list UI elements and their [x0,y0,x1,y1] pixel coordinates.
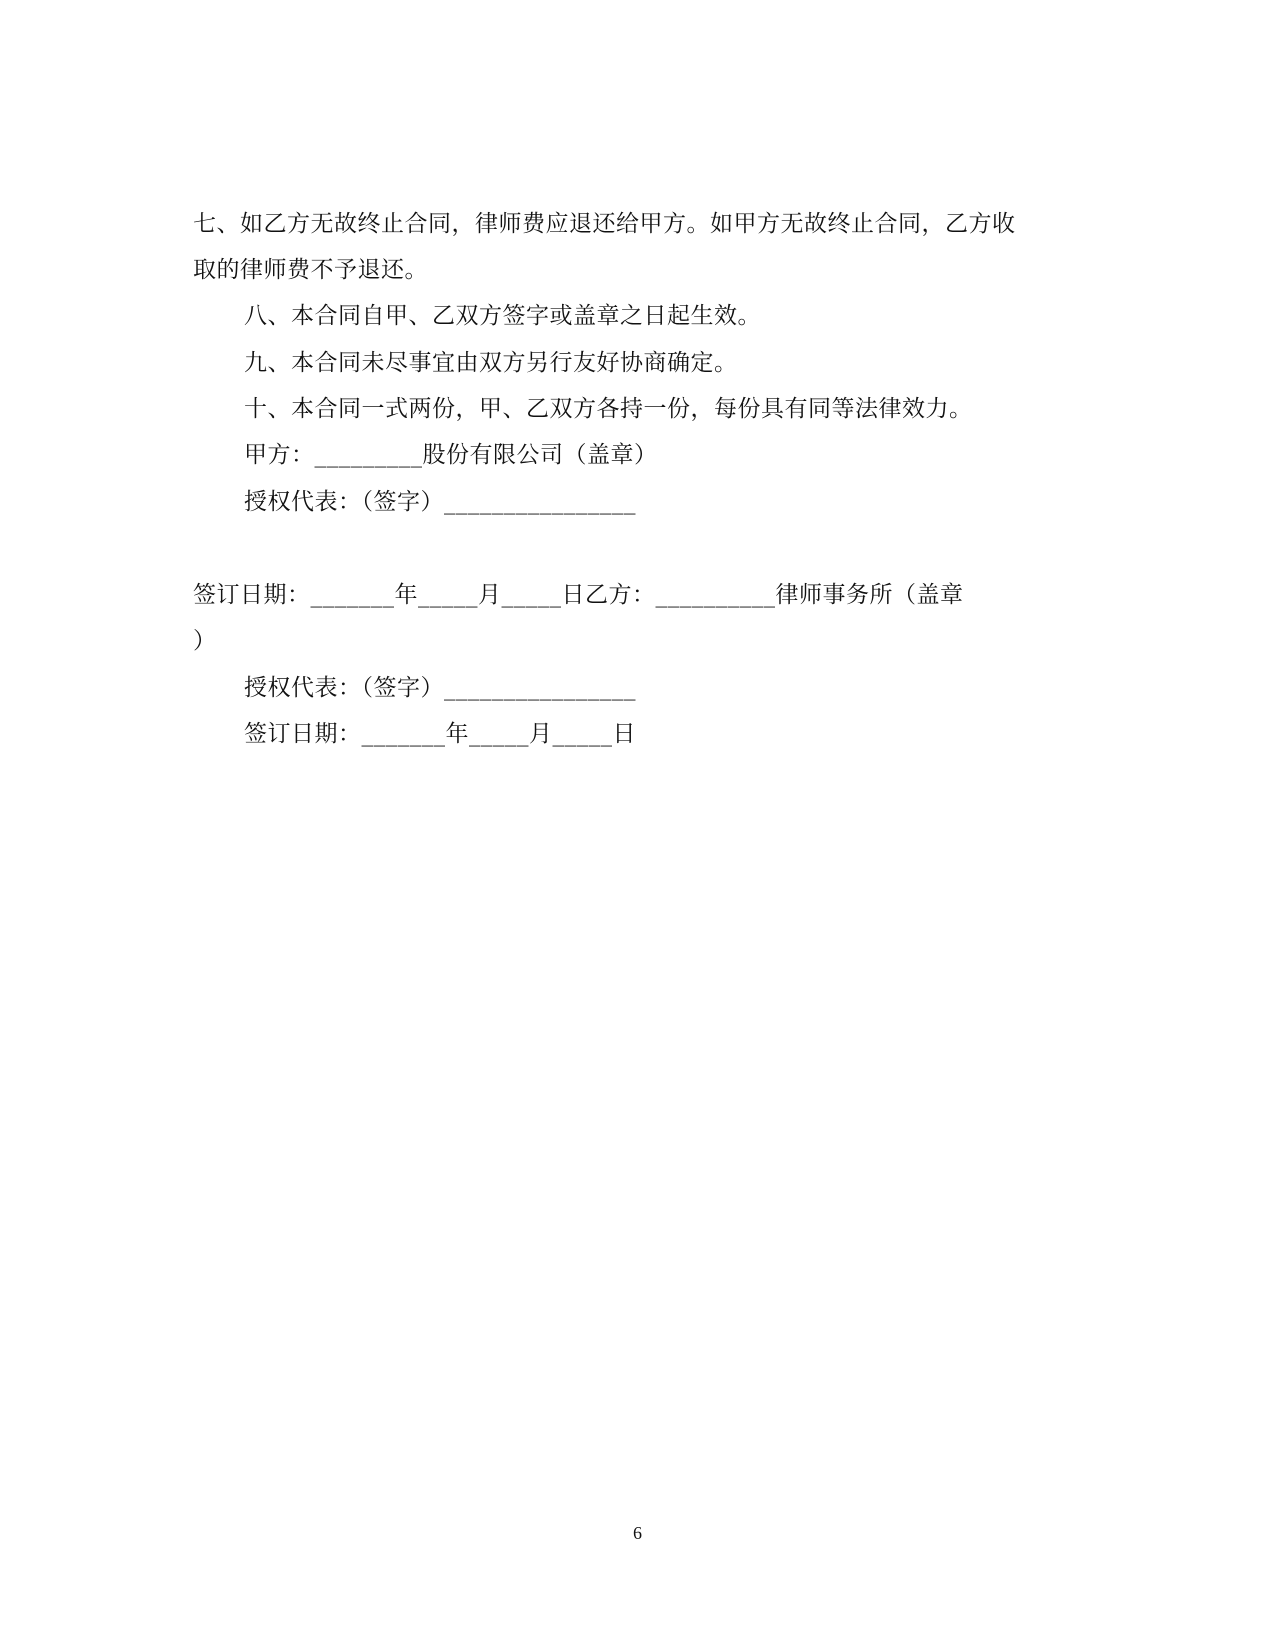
party-a-date-party-b-line-2: ） [193,628,217,654]
clause-9: 九、本合同未尽事宜由双方另行友好协商确定。 [244,350,738,376]
party-b-signing-date: 签订日期：_______年_____月_____日 [244,721,636,747]
clause-7-line-2: 取的律师费不予退还。 [193,257,428,283]
clause-10: 十、本合同一式两份，甲、乙双方各持一份，每份具有同等法律效力。 [244,396,973,422]
page-number: 6 [633,1523,642,1543]
party-a-date-party-b-line-1: 签订日期：_______年_____月_____日乙方：__________律师事务所（盖章 [193,582,964,608]
clause-8: 八、本合同自甲、乙双方签字或盖章之日起生效。 [244,303,761,329]
party-a-signature: 甲方：_________股份有限公司（盖章） [244,442,658,468]
party-b-representative: 授权代表：（签字）________________ [244,675,636,701]
party-a-representative: 授权代表：（签字）________________ [244,489,636,515]
clause-7-line-1: 七、如乙方无故终止合同，律师费应退还给甲方。如甲方无故终止合同，乙方收 [193,211,1016,237]
